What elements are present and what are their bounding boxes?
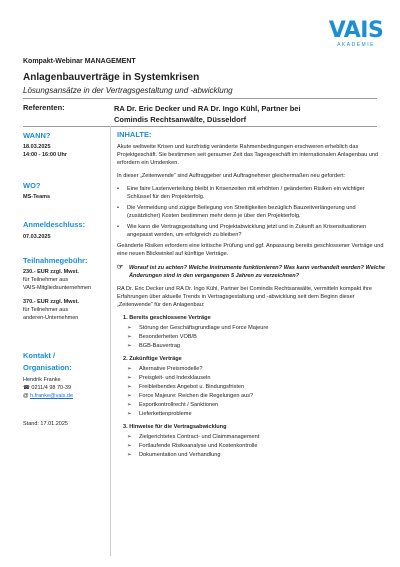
kontakt-section <box>23 351 109 400</box>
key-questions-text: Worauf ist zu achten? Welche Instrumente funktionieren? Was kann verhandelt werden? Welche Änderungen sind in den vergangenen 5 Jahren zu verzeichnen? <box>129 265 386 279</box>
gebuehr-heading: Teilnahmegebühr: <box>23 256 88 265</box>
challenge-item: • Wie kann die Vertragsgestaltung und Projektabwicklung jetzt und in Zukunft an Krisensituationen angepasst werden, um erfolgreich zu bleiben? <box>117 223 385 239</box>
agenda-item: ➢ Zielgerichtetes Contract- und Claimmanagement <box>117 433 385 441</box>
agenda-item: ➢ Alternative Preismodelle? <box>117 365 385 373</box>
wann-heading: WANN? <box>23 131 51 140</box>
inhalte-section <box>117 131 385 459</box>
referenten-names <box>114 103 301 125</box>
wann-date: 18.03.2025 <box>23 144 51 150</box>
email-icon: @ <box>23 393 29 399</box>
anmeldeschluss-heading: Anmeldeschluss: <box>23 220 86 229</box>
agenda-item: ➢ Besonderheiten VOB/B <box>117 333 385 341</box>
kontakt-heading-2: Organisation: <box>23 363 72 372</box>
challenge-item: • Die Vermeidung und zügige Beilegung von Streitigkeiten bezüglich Bauzeitverlängerung und (zusätzlicher) Kosten bestimmen mehr denn je über den Projekterfolg. <box>117 204 385 220</box>
phone-icon: ☎ <box>23 385 30 391</box>
referenten-line-2: Comindis Rechtsanwälte, Düsseldorf <box>114 115 247 124</box>
challenge-list <box>117 185 385 239</box>
risk-paragraph: Geänderte Risiken erfordern eine kritische Prüfung und ggf. Anpassung bereits geschlossener Verträge und eine neuen Blickwinkel auf künftige Verträge. <box>117 243 384 257</box>
key-questions <box>117 264 385 280</box>
logo-subtitle: AKADEMIE <box>337 42 375 48</box>
agenda-section-3 <box>117 423 385 459</box>
gebuehr-section <box>23 256 109 322</box>
agenda-item: ➢ Fortlaufende Risikoanalyse und Kostenkontrolle <box>117 442 385 450</box>
kontakt-phone: 0211/4 98 70-39 <box>31 385 72 391</box>
divider-top <box>23 98 377 99</box>
kontakt-email-link[interactable]: h.franke@vais.de <box>30 393 74 399</box>
stand-date: Stand: 17.01.2025 <box>23 421 68 427</box>
kontakt-email-row <box>23 392 109 400</box>
pointing-hand-icon: ☞ <box>117 264 124 271</box>
logo-wordmark: VAIS <box>328 18 384 43</box>
agenda-section-1 <box>117 314 385 350</box>
fee-2-desc-1: für Teilnehmer aus <box>23 307 69 313</box>
agenda-heading: 2. Zukünftige Verträge <box>123 356 182 362</box>
wann-time: 14:00 - 16:00 Uhr <box>23 152 68 158</box>
inhalte-heading: INHALTE: <box>117 130 152 139</box>
agenda-item: ➢ Lieferkettenprobleme <box>117 410 385 418</box>
page-title: Anlagenbauverträge in Systemkrisen <box>23 72 200 83</box>
page-subtitle: Lösungsansätze in der Vertragsgestaltung und -abwicklung <box>23 86 233 95</box>
wann-section <box>23 131 109 159</box>
agenda-section-2 <box>117 355 385 418</box>
speakers-paragraph: RA Dr. Eric Decker und RA Dr. Ingo Kühl, Partner bei Comindis Rechtsanwälte, vermitteln kompakt ihre Erfahrungen über aktuelle Trends in Vertragsgestaltung und -abwicklung seit dem Beginn dieser „Zeitenwende“ für den Anlagenbau: <box>117 286 372 308</box>
agenda-heading: 1. Bereits geschlossene Verträge <box>123 315 211 321</box>
fee-2-price: 370.- EUR zzgl. Mwst. <box>23 299 79 305</box>
agenda-heading: 3. Hinweise für die Vertragsabwicklung <box>123 424 227 430</box>
vais-akademie-logo <box>328 20 384 48</box>
fee-1-desc-2: VAIS-Mitgliedsunternehmen <box>23 285 92 291</box>
agenda-item: ➢ Störung der Geschäftsgrundlage und Force Majeure <box>117 324 385 332</box>
wo-heading: WO? <box>23 181 41 190</box>
anmeldeschluss-section <box>23 220 109 241</box>
wo-text: MS-Teams <box>23 194 51 200</box>
fee-2-desc-2: anderen-Unternehmen <box>23 315 79 321</box>
challenge-item: • Eine faire Lastenverteilung bleibt in Krisenzeiten mit erhöhten / geänderten Risiken ein wichtiger Schlüssel für den Projekterfolg. <box>117 185 385 201</box>
zeitenwende-paragraph: In dieser „Zeitenwende“ sind Auftraggeber und Auftragnehmer gleichermaßen neu gefordert: <box>117 173 346 179</box>
kontakt-phone-row <box>23 384 109 392</box>
wo-section <box>23 181 109 201</box>
referenten-line-1: RA Dr. Eric Decker und RA Dr. Ingo Kühl, Partner bei <box>114 104 301 113</box>
agenda-item: ➢ BGB-Bauvertrag <box>117 342 385 350</box>
column-divider <box>110 126 111 556</box>
intro-paragraph: Akute weltweite Krisen und kurzfristig veränderte Rahmenbedingungen erschweren erheblich das Projektgeschäft. Sie bestimmen seit geraumer Zeit das Tagesgeschäft im internationalen Anlagenbau und erfordern ein Umdenken. <box>117 144 379 166</box>
agenda-item: ➢ Dokumentation und Verhandlung <box>117 451 385 459</box>
fee-1-desc-1: für Teilnehmer aus <box>23 277 69 283</box>
divider-header <box>23 126 377 127</box>
agenda-item: ➢ Freibleibendes Angebot u. Bindungsfristen <box>117 383 385 391</box>
agenda-item: ➢ Exportkontrollrecht / Sanktionen <box>117 401 385 409</box>
kontakt-name: Hendrik Franke <box>23 377 61 383</box>
fee-1-price: 230.- EUR zzgl. Mwst. <box>23 269 79 275</box>
kontakt-heading-1: Kontakt / <box>23 351 56 360</box>
anmeldeschluss-date: 07.03.2025 <box>23 234 51 240</box>
referenten-label: Referenten: <box>23 103 65 112</box>
agenda-item: ➢ Force Majeure: Reichen die Regelungen aus? <box>117 392 385 400</box>
agenda-item: ➢ Preisgleit- und Indexklauseln <box>117 374 385 382</box>
webinar-category: Kompakt-Webinar MANAGEMENT <box>23 58 136 65</box>
